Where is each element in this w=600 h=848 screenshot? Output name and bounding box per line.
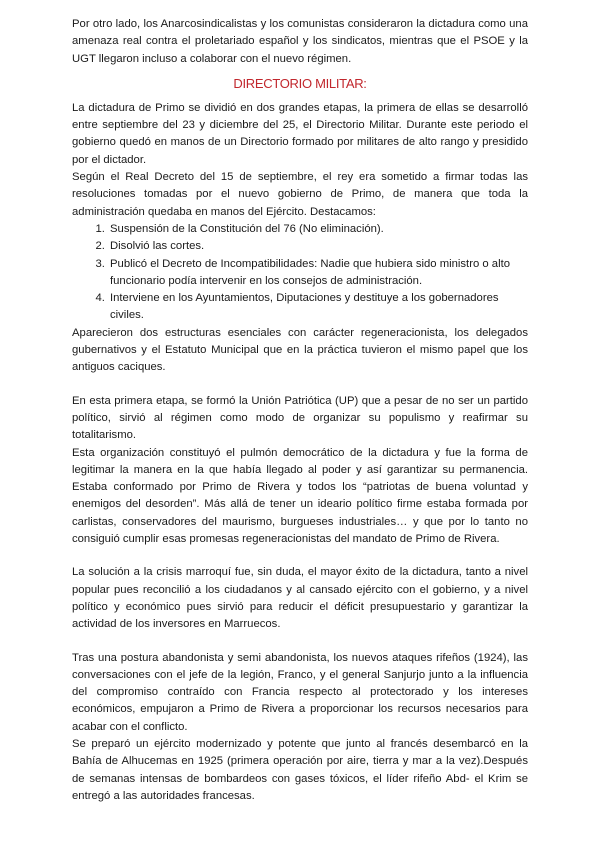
paragraph-stages: La dictadura de Primo se dividió en dos grandes etapas, la primera de ellas se desarrolló entre septiembre del 23 y diciembre del 25, el Directorio Militar. Durante este periodo el gobierno quedó en manos de un Directorio formado por militares de alto rango y presidido por el dictador.: [72, 101, 528, 166]
list-item: 4. Interviene en los Ayuntamientos, Diputaciones y destituye a los gobernadores civiles.: [108, 290, 528, 325]
paragraph-union-patriotica: En esta primera etapa, se formó la Unión Patriótica (UP) que a pesar de no ser un partido político, sirvió al régimen como modo de organizar su populismo y reafirmar su totalitarismo.: [72, 394, 528, 442]
list-item: 2. Disolvió las cortes.: [108, 238, 528, 255]
paragraph-real-decreto: Según el Real Decreto del 15 de septiembre, el rey era sometido a firmar todas las resoluciones tomadas por el nuevo gobierno de Primo, de manera que toda la administración quedaba en manos del Ejército. Destacamos:: [72, 171, 528, 218]
section-heading: DIRECTORIO MILITAR:: [233, 75, 367, 91]
paragraph-structures: Aparecieron dos estructuras esenciales con carácter regeneracionista, los delegados gubernativos y el Estatuto Municipal que en la práctica tuvieron el mismo papel que los antiguos caciques.: [72, 326, 528, 374]
paragraph-spacer: [72, 548, 528, 564]
paragraph-spacer: [72, 634, 528, 650]
paragraph-organization: Esta organización constituyó el pulmón democrático de la dictadura y fue la forma de legitimar la manera en la que había llegado al poder y así garantizar su permanencia. Estaba conformado por Primo de Rivera y todos los “patriotas de buena voluntad y enemigos del desorden”. Más allá de tener un ideario político firme estaba formada por carlistas, conservadores del maurismo, burgueses industriales… y que por lo tanto no consiguió cumplir esas promesas regeneracionistas del mandato de Primo de Rivera.: [72, 446, 528, 546]
list-item: 1. Suspensión de la Constitución del 76 (No eliminación).: [108, 221, 528, 238]
paragraph-alhucemas: Se preparó un ejército modernizado y potente que junto al francés desembarcó en la Bahía de Alhucemas en 1925 (primera operación por aire, tierra y mar a la vez).Después de semanas intensas de bombardeos con gases tóxicos, el líder rifeño Abd- el Krim se entregó a las autoridades francesas.: [72, 737, 528, 802]
list-item: 3. Publicó el Decreto de Incompatibilidades: Nadie que hubiera sido ministro o alto funcionario podía intervenir en los consejos de administración.: [108, 256, 528, 291]
measures-list: [72, 221, 528, 325]
paragraph-morocco-crisis: La solución a la crisis marroquí fue, sin duda, el mayor éxito de la dictadura, tanto a nivel popular pues reconcilió a los ciudadanos y al cansado ejército con el gobierno, y a nivel político y económico pues sirvió para reducir el déficit presupuestario y garantizar la actividad de los inversores en Marruecos.: [72, 566, 528, 631]
intro-paragraph: Por otro lado, los Anarcosindicalistas y los comunistas consideraron la dictadura como una amenaza real contra el proletariado español y los sindicatos, mientras que el PSOE y la UGT llegaron incluso a colaborar con el nuevo régimen.: [72, 18, 528, 65]
paragraph-rif-attacks: Tras una postura abandonista y semi abandonista, los nuevos ataques rifeños (1924), las conversaciones con el jefe de la legión, Franco, y el general Sanjurjo junto a la influencia del compromiso contraído con Francia respecto al protectorado y los intereses económicos, empujaron a Primo de Rivera a proporcionar los recursos necesarios para acabar con el conflicto.: [72, 651, 528, 733]
paragraph-spacer: [72, 377, 528, 393]
